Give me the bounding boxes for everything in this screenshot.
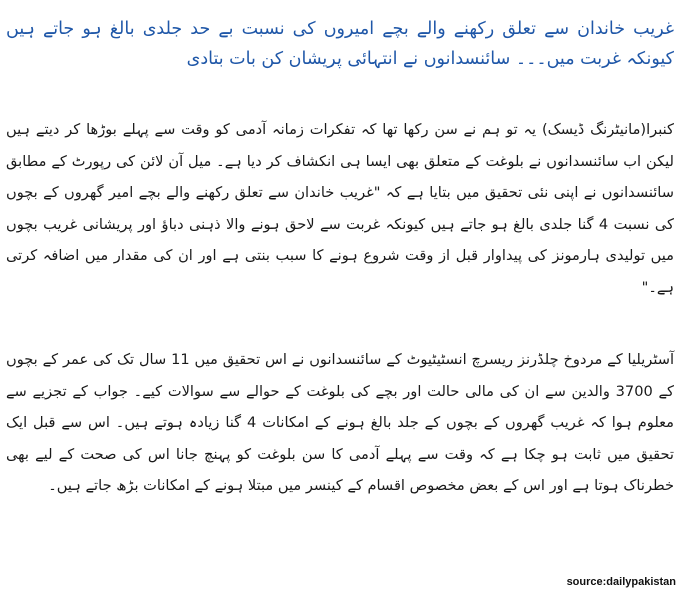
source-credit: source:dailypakistan (566, 576, 676, 588)
article-paragraph-2: آسٹریلیا کے مردوخ چلڈرنز ریسرچ انسٹیٹیوٹ کے سائنسدانوں نے اس تحقیق میں 11 سال تک کی عمر کے بچوں کے 3700 والدین سے ان کی مالی حالت اور بچے کی بلوغت کے حوالے سے سوالات کیے۔ جواب کے تجزیے سے معلوم ہوا کہ غریب گھروں کے بچوں کے جلد بالغ ہونے کے امکانات 4 گنا زیادہ ہوتے ہیں۔ اس سے قبل ایک تحقیق میں ثابت ہو چکا ہے کہ وقت سے پہلے آدمی کا سن بلوغت کو پہنچ جانا اس کی صحت کے لیے بھی خطرناک ہوتا ہے اور اس کے بعض مخصوص اقسام کے کینسر میں مبتلا ہونے کے امکانات بڑھ جاتے ہیں۔ (6, 351, 675, 494)
news-article (6, 0, 674, 604)
article-headline: غریب خاندان سے تعلق رکھنے والے بچے امیروں کی نسبت بے حد جلدی بالغ ہو جاتے ہیں کیونکہ غربت میں۔۔۔ سائنسدانوں نے انتہائی پریشان کن بات بتادی (6, 19, 674, 69)
article-paragraph-1: کنبرا(مانیٹرنگ ڈیسک) یہ تو ہم نے سن رکھا تھا کہ تفکرات زمانہ آدمی کو وقت سے پہلے بوڑھا کر دیتے ہیں لیکن اب سائنسدانوں نے بلوغت کے متعلق بھی ایسا ہی انکشاف کر دیا ہے۔ میل آن لائن کی رپورٹ کے مطابق سائنسدانوں نے اپنی نئی تحقیق میں بتایا ہے کہ "غریب خاندان سے تعلق رکھنے والے بچے امیر گھروں کے بچوں کی نسبت 4 گنا جلدی بالغ ہو جاتے ہیں کیونکہ غربت سے لاحق ہونے والا ذہنی دباؤ اور پریشانی غریب بچوں میں تولیدی ہارمونز کی پیداوار قبل از وقت شروع ہونے کا سبب بنتی ہے اور ان کی مقدار میں اضافہ کرتی ہے۔" (6, 121, 674, 296)
